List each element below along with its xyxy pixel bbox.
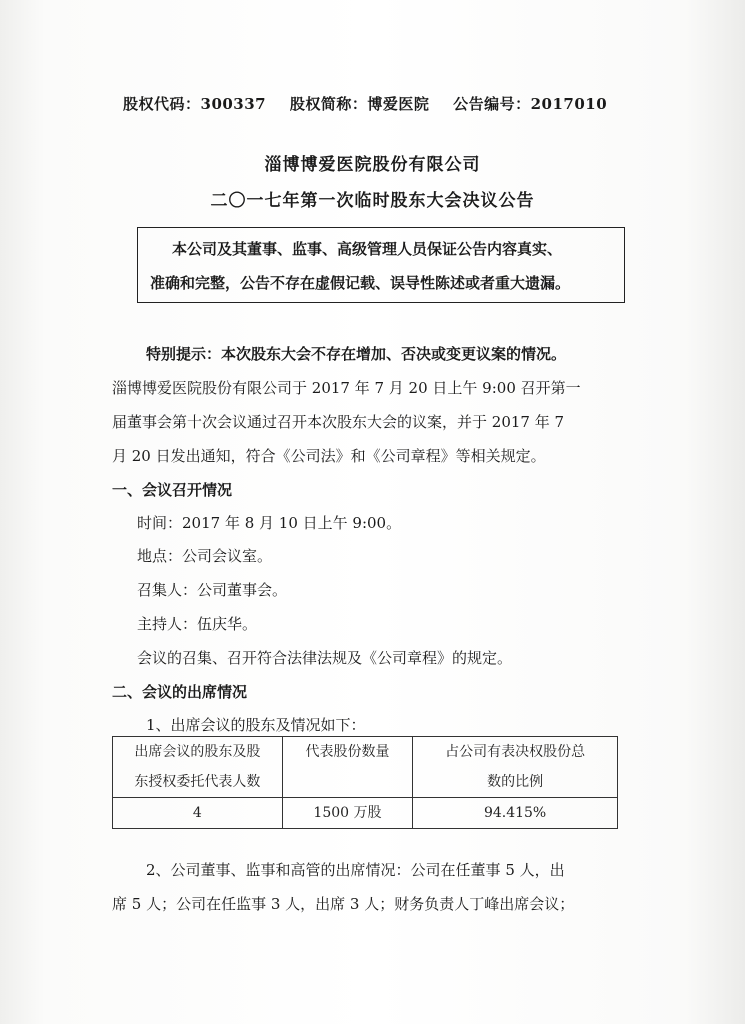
attendance-table — [112, 736, 618, 829]
stock-name: 股权简称：博爱医院 — [289, 95, 430, 113]
table-header-row — [113, 737, 618, 798]
table-header-cell: 占公司有表决权股份总 数的比例 — [413, 737, 618, 798]
table-row — [113, 798, 618, 829]
company-title: 淄博博爱医院股份有限公司 — [264, 155, 481, 175]
meeting-time: 时间：2017 年 8 月 10 日上午 9:00。 — [137, 514, 402, 532]
officers-attendance-line-2: 席 5 人；公司在任监事 3 人，出席 3 人；财务负责人丁峰出席会议； — [112, 895, 575, 913]
intro-line-1: 淄博博爱医院股份有限公司于 2017 年 7 月 20 日上午 9:00 召开第一 — [112, 379, 581, 397]
disclaimer-box — [137, 227, 625, 303]
special-hint: 特别提示：本次股东大会不存在增加、否决或变更议案的情况。 — [146, 345, 567, 363]
meeting-convener: 召集人：公司董事会。 — [137, 581, 288, 599]
disclaimer-line-1: 本公司及其董事、监事、高级管理人员保证公告内容真实、 — [172, 240, 563, 258]
table-header-cell: 出席会议的股东及股 东授权委托代表人数 — [113, 737, 283, 798]
section-2-heading: 二、会议的出席情况 — [112, 683, 248, 701]
announcement-header — [123, 93, 625, 114]
table-cell: 94.415% — [413, 798, 618, 829]
stock-code: 股权代码：300337 — [123, 95, 267, 113]
intro-line-3: 月 20 日发出通知，符合《公司法》和《公司章程》等相关规定。 — [112, 447, 546, 465]
meeting-place: 地点：公司会议室。 — [137, 547, 273, 565]
intro-line-2: 届董事会第十次会议通过召开本次股东大会的议案，并于 2017 年 7 — [112, 413, 565, 431]
notice-number: 公告编号：2017010 — [453, 95, 608, 113]
meeting-compliance: 会议的召集、召开符合法律法规及《公司章程》的规定。 — [137, 649, 513, 667]
section-1-heading: 一、会议召开情况 — [112, 481, 233, 499]
officers-attendance-line-1: 2、公司董事、监事和高管的出席情况：公司在任董事 5 人，出 — [146, 861, 565, 879]
meeting-host: 主持人：伍庆华。 — [137, 615, 258, 633]
attendance-subheading: 1、出席会议的股东及情况如下： — [146, 716, 366, 734]
meeting-title: 二〇一七年第一次临时股东大会决议公告 — [210, 191, 535, 211]
table-header-cell: 代表股份数量 — [282, 737, 412, 798]
table-cell: 4 — [113, 798, 283, 829]
table-cell: 1500 万股 — [282, 798, 412, 829]
disclaimer-line-2: 准确和完整，公告不存在虚假记载、误导性陈述或者重大遗漏。 — [150, 274, 571, 292]
